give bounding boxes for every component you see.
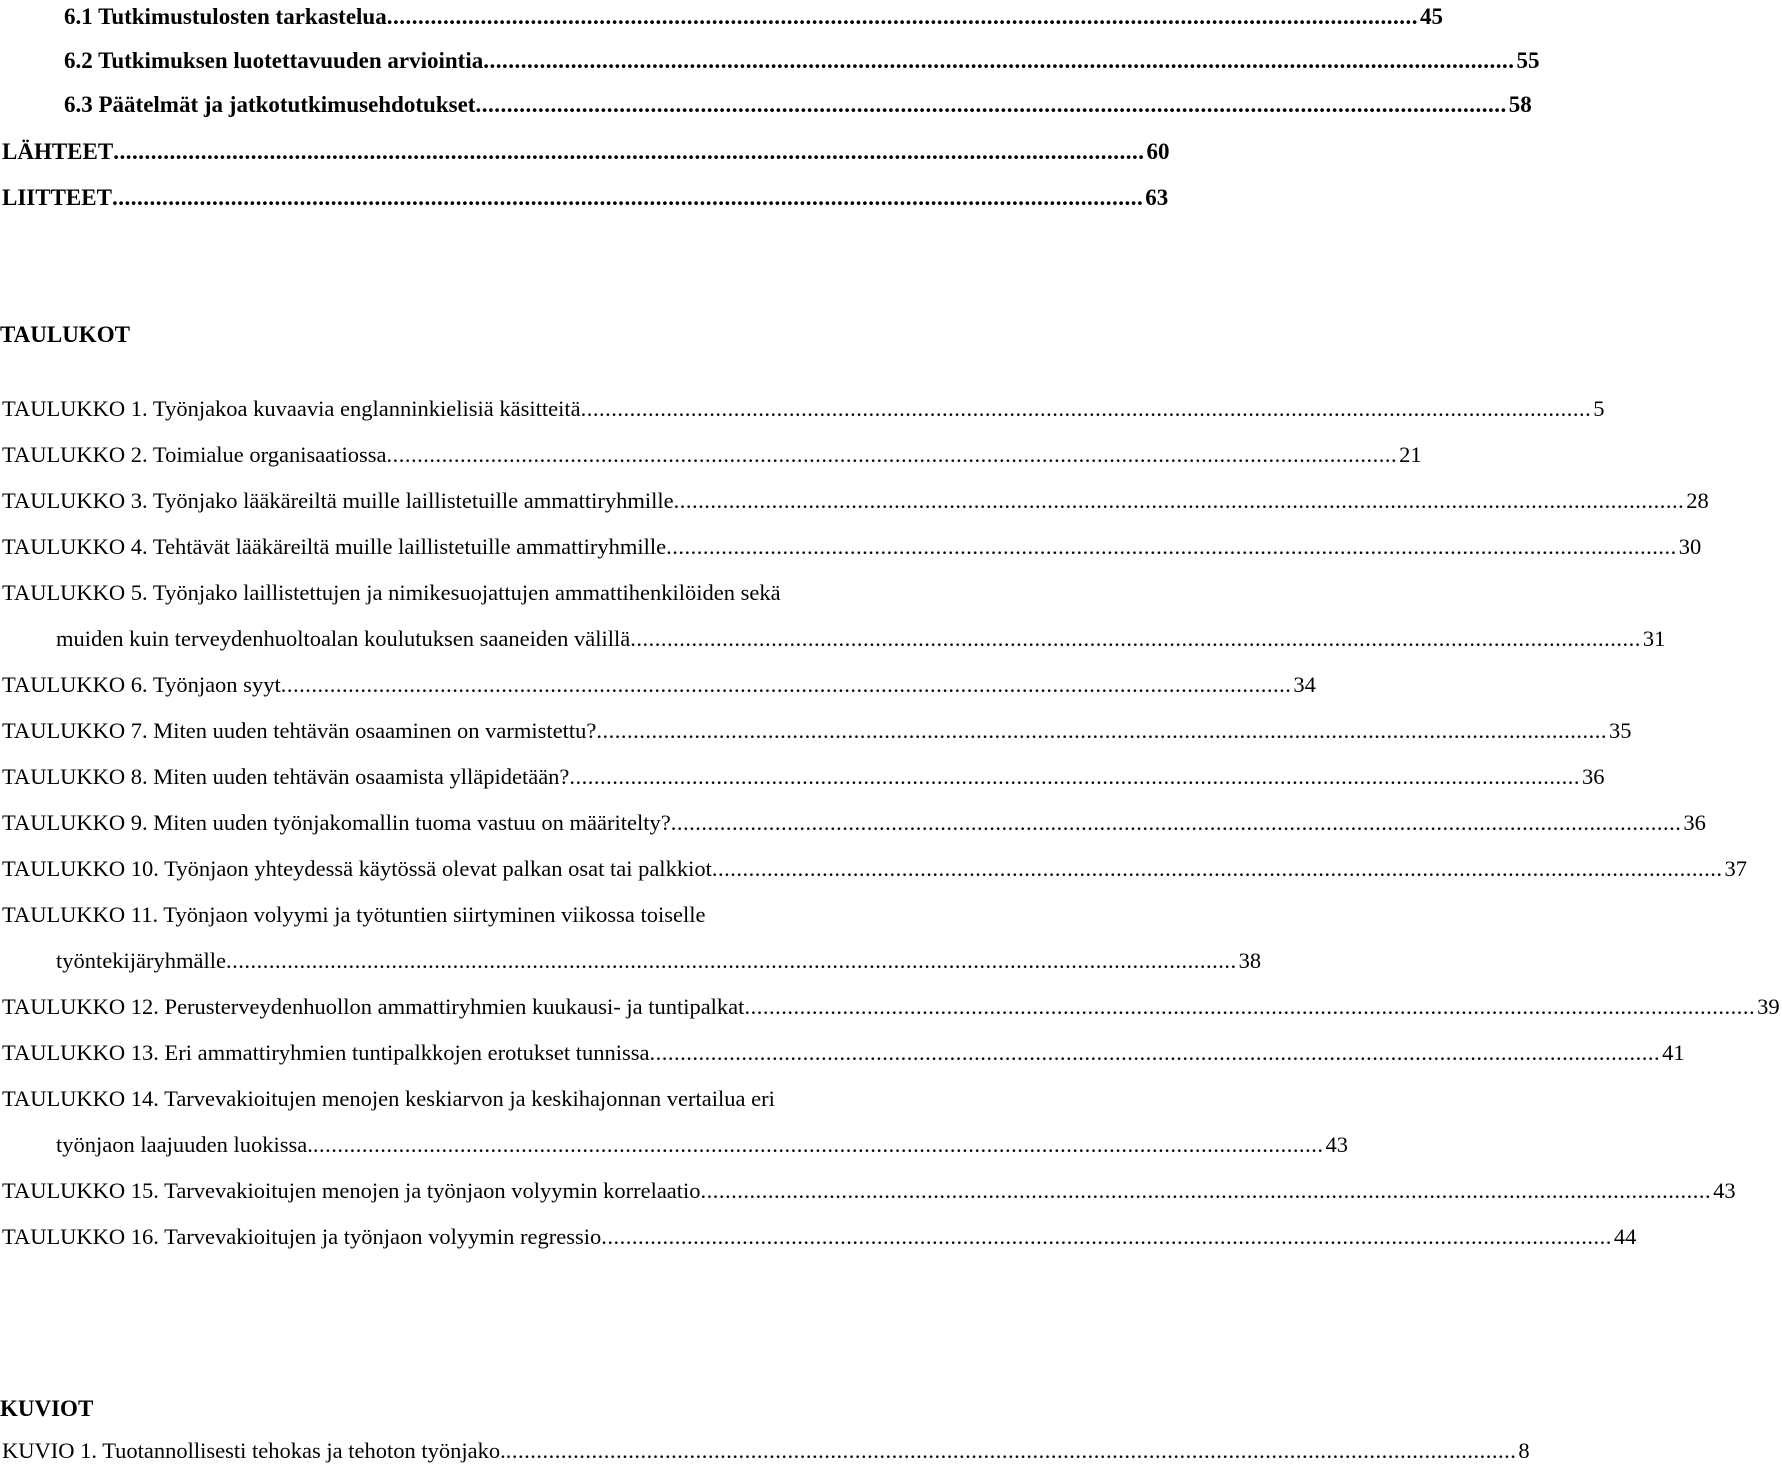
table-entry-page: 43 xyxy=(1713,1178,1736,1203)
dot-leader: ..................................................................................................................................................................... xyxy=(666,534,1677,559)
dot-leader: ..................................................................................................................................................................... xyxy=(386,4,1418,29)
table-entry-page: 30 xyxy=(1678,534,1702,559)
dot-leader: ..................................................................................................................................................................... xyxy=(505,1438,1517,1463)
table-entry-5-line2[interactable] xyxy=(0,622,1666,652)
table-entry-page: 5 xyxy=(1593,396,1605,421)
dot-leader: ..................................................................................................................................................................... xyxy=(601,1224,1612,1249)
table-entry-1[interactable] xyxy=(0,392,1605,422)
table-entry-label: TAULUKKO 3. Työnjako lääkäreiltä muille laillistetuille ammattiryhmille xyxy=(2,488,674,513)
dot-leader: ..................................................................................................................................................................... xyxy=(386,442,1398,467)
dot-leader: ..................................................................................................................................................................... xyxy=(113,139,1145,164)
dot-leader: ..................................................................................................................................................................... xyxy=(649,1040,1661,1065)
toc-entry-page: 60 xyxy=(1146,139,1170,164)
table-entry-9[interactable] xyxy=(0,806,1706,836)
table-entry-label: TAULUKKO 6. Työnjaon syyt xyxy=(2,672,281,697)
table-entry-label-continued: muiden kuin terveydenhuoltoalan koulutuksen saaneiden välillä xyxy=(56,626,631,651)
toc-entry-6-3[interactable] xyxy=(0,88,1532,118)
table-entry-5-line1[interactable] xyxy=(0,576,960,606)
table-entry-3[interactable] xyxy=(0,484,1709,514)
table-entry-page: 39 xyxy=(1757,994,1780,1019)
table-entry-page: 36 xyxy=(1683,810,1706,835)
figure-entry-page: 8 xyxy=(1518,1438,1530,1463)
toc-entry-label: 6.2 Tutkimuksen luotettavuuden arviointia xyxy=(64,48,484,73)
dot-leader: ..................................................................................................................................................................... xyxy=(580,396,1592,421)
table-entry-7[interactable] xyxy=(0,714,1632,744)
table-entry-page: 44 xyxy=(1613,1224,1637,1249)
table-entry-10[interactable] xyxy=(0,852,1747,882)
toc-entry-page: 55 xyxy=(1516,48,1540,73)
table-entry-page: 28 xyxy=(1686,488,1709,513)
table-entry-page: 41 xyxy=(1662,1040,1685,1065)
table-entry-11-line2[interactable] xyxy=(0,944,1262,974)
table-entry-label: TAULUKKO 7. Miten uuden tehtävän osaaminen on varmistettu? xyxy=(2,718,597,743)
table-entry-label: TAULUKKO 2. Toimialue organisaatiossa xyxy=(2,442,387,467)
toc-entry-label: 6.1 Tutkimustulosten tarkastelua xyxy=(64,4,387,29)
toc-entry-label: 6.3 Päätelmät ja jatkotutkimusehdotukset xyxy=(64,92,476,117)
table-entry-label: TAULUKKO 12. Perusterveydenhuollon ammattiryhmien kuukausi- ja tuntipalkat xyxy=(2,994,745,1019)
table-entry-label: TAULUKKO 5. Työnjako laillistettujen ja nimikesuojattujen ammattihenkilöiden sekä xyxy=(2,580,781,605)
table-entry-6[interactable] xyxy=(0,668,1316,698)
toc-entry-label: LÄHTEET xyxy=(2,139,114,164)
table-entry-page: 36 xyxy=(1582,764,1605,789)
dot-leader: ..................................................................................................................................................................... xyxy=(700,1178,1712,1203)
table-entry-13[interactable] xyxy=(0,1036,1685,1066)
table-entry-label: TAULUKKO 10. Työnjaon yhteydessä käytössä olevat palkan osat tai palkkiot xyxy=(2,856,712,881)
dot-leader: ..................................................................................................................................................................... xyxy=(711,856,1723,881)
toc-entry-label: LIITTEET xyxy=(2,185,112,210)
table-entry-14-line2[interactable] xyxy=(0,1128,1348,1158)
toc-entry-lahteet[interactable] xyxy=(0,135,1170,165)
table-entry-page: 34 xyxy=(1293,672,1316,697)
toc-entry-page: 45 xyxy=(1419,4,1443,29)
table-entry-page: 31 xyxy=(1642,626,1666,651)
toc-entry-page: 58 xyxy=(1508,92,1532,117)
dot-leader: ..................................................................................................................................................................... xyxy=(483,48,1515,73)
table-entry-page: 43 xyxy=(1325,1132,1348,1157)
dot-leader: ..................................................................................................................................................................... xyxy=(569,764,1581,789)
dot-leader: ..................................................................................................................................................................... xyxy=(670,810,1682,835)
taulukot-heading: TAULUKOT xyxy=(0,322,130,347)
dot-leader: ..................................................................................................................................................................... xyxy=(475,92,1507,117)
dot-leader: ..................................................................................................................................................................... xyxy=(630,626,1641,651)
table-entry-label-continued: työntekijäryhmälle xyxy=(56,948,226,973)
table-entry-page: 38 xyxy=(1238,948,1262,973)
table-entry-8[interactable] xyxy=(0,760,1605,790)
dot-leader: ..................................................................................................................................................................... xyxy=(280,672,1292,697)
toc-entry-liitteet[interactable] xyxy=(0,181,1169,211)
table-entry-4[interactable] xyxy=(0,530,1702,560)
dot-leader: ..................................................................................................................................................................... xyxy=(744,994,1756,1019)
dot-leader: ..................................................................................................................................................................... xyxy=(673,488,1685,513)
table-entry-label: TAULUKKO 11. Työnjaon volyymi ja työtuntien siirtyminen viikossa toiselle xyxy=(2,902,706,927)
table-entry-14-line1[interactable] xyxy=(0,1082,960,1112)
figure-entry-1[interactable] xyxy=(0,1434,1530,1464)
dot-leader: ..................................................................................................................................................................... xyxy=(225,948,1237,973)
table-entry-page: 21 xyxy=(1399,442,1422,467)
table-entry-label: TAULUKKO 8. Miten uuden tehtävän osaamista ylläpidetään? xyxy=(2,764,570,789)
table-entry-label: TAULUKKO 15. Tarvevakioitujen menojen ja työnjaon volyymin korrelaatio xyxy=(2,1178,701,1203)
table-entry-16[interactable] xyxy=(0,1220,1637,1250)
table-entry-label: TAULUKKO 1. Työnjakoa kuvaavia englanninkielisiä käsitteitä xyxy=(2,396,581,421)
table-entry-page: 37 xyxy=(1724,856,1747,881)
table-entry-label: TAULUKKO 13. Eri ammattiryhmien tuntipalkkojen erotukset tunnissa xyxy=(2,1040,650,1065)
dot-leader: ..................................................................................................................................................................... xyxy=(596,718,1607,743)
table-entry-11-line1[interactable] xyxy=(0,898,960,928)
dot-leader: ..................................................................................................................................................................... xyxy=(111,185,1144,210)
figure-entry-label: KUVIO 1. Tuotannollisesti tehokas ja tehoton työnjako. xyxy=(2,1438,506,1463)
table-entry-12[interactable] xyxy=(0,990,1780,1020)
table-entry-15[interactable] xyxy=(0,1174,1736,1204)
table-entry-2[interactable] xyxy=(0,438,1422,468)
table-entry-label: TAULUKKO 16. Tarvevakioitujen ja työnjaon volyymin regressio xyxy=(2,1224,602,1249)
table-entry-label-continued: työnjaon laajuuden luokissa. xyxy=(56,1132,313,1157)
toc-entry-page: 63 xyxy=(1145,185,1169,210)
kuviot-heading: KUVIOT xyxy=(0,1396,94,1421)
table-entry-label: TAULUKKO 14. Tarvevakioitujen menojen keskiarvon ja keskihajonnan vertailua eri xyxy=(2,1086,775,1111)
table-entry-label: TAULUKKO 4. Tehtävät lääkäreiltä muille laillistetuille ammattiryhmille xyxy=(2,534,667,559)
table-entry-page: 35 xyxy=(1608,718,1632,743)
table-entry-label: TAULUKKO 9. Miten uuden työnjakomallin tuoma vastuu on määritelty? xyxy=(2,810,671,835)
dot-leader: ..................................................................................................................................................................... xyxy=(312,1132,1324,1157)
toc-entry-6-1[interactable] xyxy=(0,0,1443,30)
toc-entry-6-2[interactable] xyxy=(0,44,1540,74)
